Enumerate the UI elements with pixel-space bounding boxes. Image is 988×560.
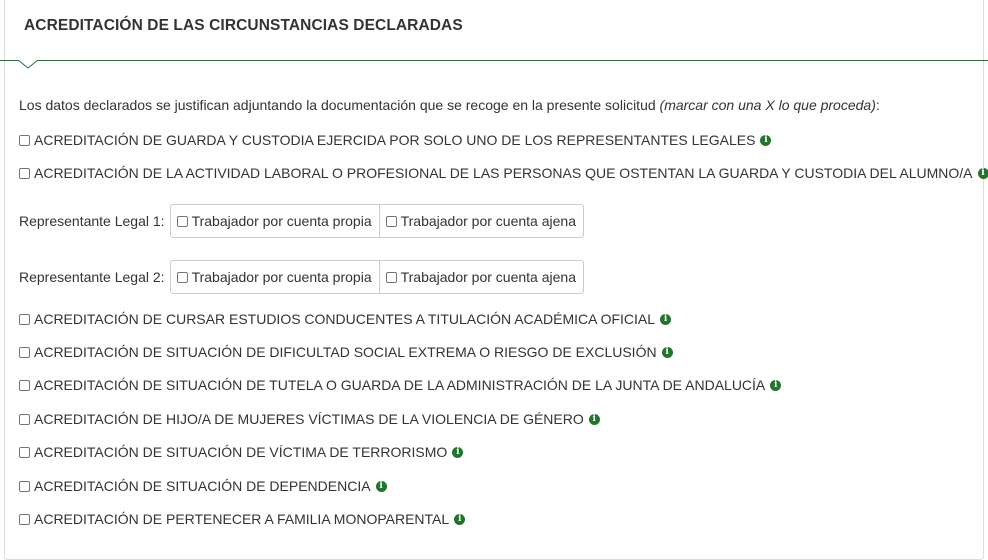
checkbox[interactable] [386,216,397,227]
checkbox[interactable] [177,216,188,227]
info-circle-icon[interactable]: i [770,380,781,391]
checkbox[interactable] [19,135,30,146]
option-monoparental[interactable] [19,510,465,528]
option-dificultad-social[interactable] [19,343,673,361]
intro-note: (marcar con una X lo que proceda) [659,97,876,113]
info-circle-icon[interactable]: i [452,447,463,458]
header-notch-icon [18,60,38,70]
option-label: ACREDITACIÓN DE LA ACTIVIDAD LABORAL O PROFESIONAL DE LAS PERSONAS QUE OSTENTAN LA GUARDA Y CUSTODIA DEL ALUMNO/A [34,165,973,181]
option-label: Trabajador por cuenta propia [191,213,372,229]
representative-1-row [19,204,584,238]
checkbox[interactable] [19,168,30,179]
option-label: ACREDITACIÓN DE SITUACIÓN DE VÍCTIMA DE TERRORISMO [34,444,448,460]
option-label: ACREDITACIÓN DE CURSAR ESTUDIOS CONDUCENTES A TITULACIÓN ACADÉMICA OFICIAL [34,311,656,327]
option-label: ACREDITACIÓN DE GUARDA Y CUSTODIA EJERCIDA POR SOLO UNO DE LOS REPRESENTANTES LEGALES [34,132,756,148]
option-tutela[interactable] [19,376,781,394]
representative-2-options [170,260,584,294]
option-guarda-custodia[interactable] [19,131,771,149]
intro-text [19,97,880,113]
option-label: ACREDITACIÓN DE PERTENECER A FAMILIA MONOPARENTAL [34,511,450,527]
checkbox[interactable] [19,447,30,458]
checkbox[interactable] [19,380,30,391]
rep2-option-cuenta-propia[interactable] [171,261,379,293]
checkbox[interactable] [19,414,30,425]
rep2-option-cuenta-ajena[interactable] [379,261,583,293]
header-divider [0,60,988,61]
panel-header [5,0,985,61]
option-label: ACREDITACIÓN DE SITUACIÓN DE DIFICULTAD SOCIAL EXTREMA O RIESGO DE EXCLUSIÓN [34,344,657,360]
rep1-option-cuenta-ajena[interactable] [379,205,583,237]
option-actividad-laboral[interactable] [19,164,988,182]
option-label: ACREDITACIÓN DE SITUACIÓN DE DEPENDENCIA [34,478,371,494]
checkbox[interactable] [19,481,30,492]
option-label: Trabajador por cuenta ajena [400,269,576,285]
option-dependencia[interactable] [19,477,387,495]
checkbox[interactable] [177,272,188,283]
representative-1-label: Representante Legal 1: [19,213,165,229]
representative-1-options [170,204,584,238]
option-violencia-genero[interactable] [19,410,600,428]
info-circle-icon[interactable]: i [376,481,387,492]
option-label: ACREDITACIÓN DE SITUACIÓN DE TUTELA O GUARDA DE LA ADMINISTRACIÓN DE LA JUNTA DE ANDALUCÍA [34,377,766,393]
checkbox[interactable] [19,347,30,358]
representative-2-label: Representante Legal 2: [19,269,165,285]
option-terrorismo[interactable] [19,443,463,461]
intro-main: Los datos declarados se justifican adjuntando la documentación que se recoge en la presente solicitud [19,97,660,113]
info-circle-icon[interactable]: i [589,414,600,425]
panel-title: ACREDITACIÓN DE LAS CIRCUNSTANCIAS DECLARADAS [24,17,463,34]
info-circle-icon[interactable]: i [660,314,671,325]
checkbox[interactable] [19,314,30,325]
info-circle-icon[interactable]: i [454,514,465,525]
info-circle-icon[interactable]: i [978,168,988,179]
checkbox[interactable] [19,514,30,525]
intro-suffix: : [875,97,880,113]
option-label: Trabajador por cuenta propia [191,269,372,285]
option-label: Trabajador por cuenta ajena [400,213,576,229]
info-circle-icon[interactable]: i [760,135,771,146]
rep1-option-cuenta-propia[interactable] [171,205,379,237]
checkbox[interactable] [386,272,397,283]
option-estudios[interactable] [19,310,671,328]
option-label: ACREDITACIÓN DE HIJO/A DE MUJERES VÍCTIMAS DE LA VIOLENCIA DE GÉNERO [34,411,584,427]
info-circle-icon[interactable]: i [662,347,673,358]
representative-2-row [19,260,584,294]
